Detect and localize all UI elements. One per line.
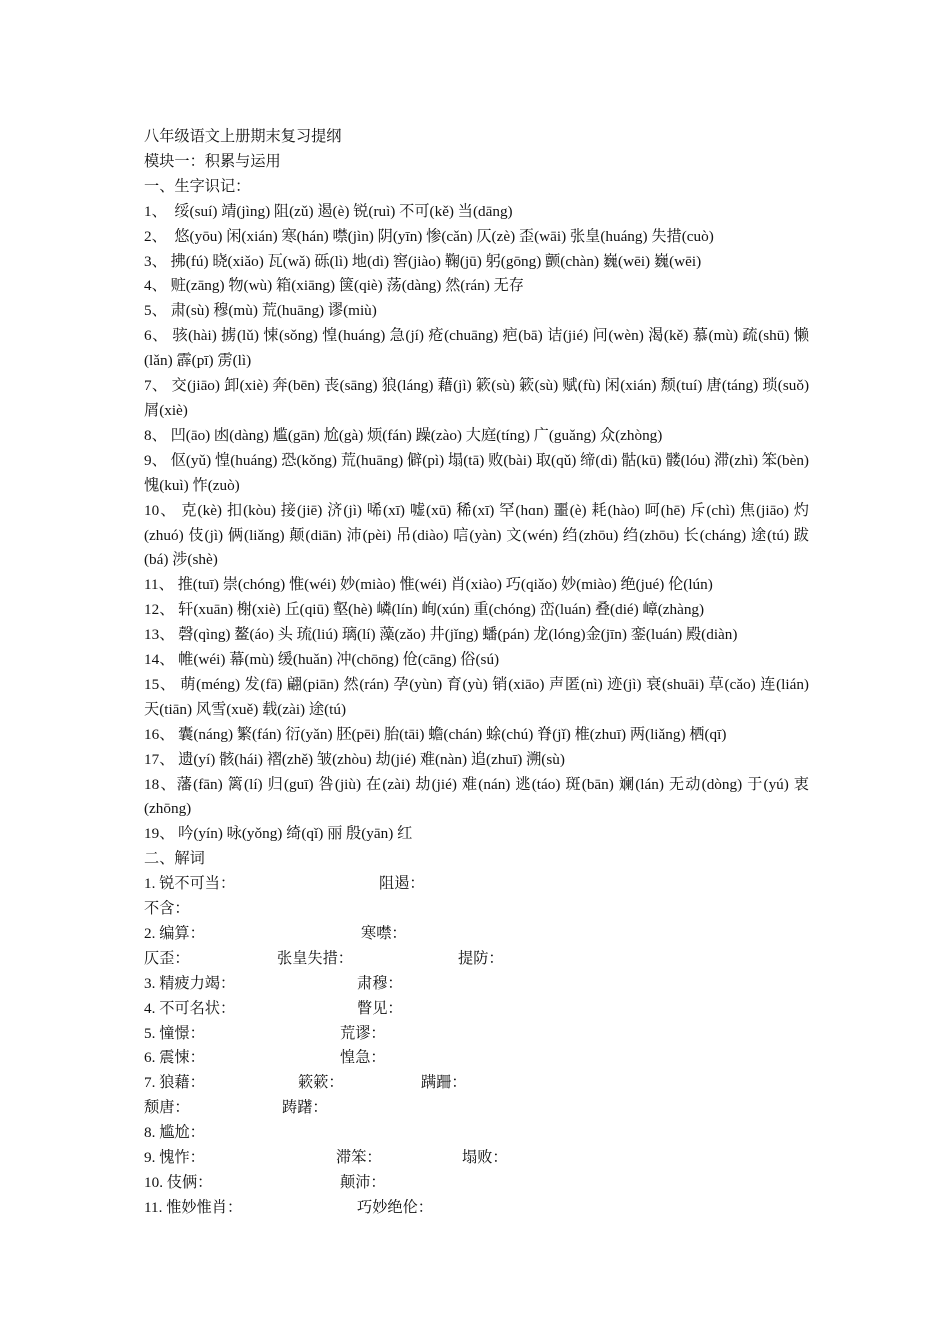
vocab-term: 滞笨：: [336, 1148, 382, 1166]
character-item: 11、 推(tuī) 崇(chóng) 惟(wéi) 妙(miào) 惟(wéi) 肖(xiào) 巧(qiǎo) 妙(miào) 绝(jué) 伦(lún): [144, 576, 713, 594]
character-item: 7、 交(jiāo) 卸(xiè) 奔(bēn) 丧(sāng) 狼(láng) 藉(jì) 簌(sù) 簌(sù) 赋(fù) 闲(xián) 颓(tuí) 唐(táng) 琐(suǒ) 屑(xiè): [144, 377, 809, 419]
vocab-row: [144, 872, 809, 897]
character-item: 5、 肃(sù) 穆(mù) 荒(huāng) 谬(miù): [144, 302, 377, 320]
vocab-term: 1. 锐不可当：: [144, 875, 236, 893]
vocab-term: 张皇失措：: [277, 949, 353, 967]
vocab-term: 9. 愧怍：: [144, 1148, 205, 1166]
document-page: [144, 125, 809, 1221]
character-item: 10、 克(kè) 扣(kòu) 接(jiē) 济(jì) 唏(xī) 嘘(xū) 稀(xī) 罕(hɑn) 噩(è) 耗(hào) 呵(hē) 斥(chì) 焦(jiāo) 灼(zhuó) 伎(jì) 俩(liǎng) 颠(diān) 沛(pèi) 吊(diào) 唁(yàn) 文(wén) 绉(zhōu) 绉(zhōu) 长(cháng) 途(tú) 跋(bá) 涉(shè): [144, 501, 809, 569]
character-item: 17、 遗(yí) 骸(hái) 褶(zhě) 皱(zhòu) 劫(jié) 难(nàn) 追(zhuī) 溯(sù): [144, 750, 565, 768]
vocab-term: 瞥见：: [357, 999, 403, 1017]
vocab-term: 不含：: [144, 900, 190, 918]
vocab-row: [144, 922, 809, 947]
character-item: 9、 伛(yǔ) 惶(huáng) 恐(kǒng) 荒(huāng) 僻(pì) 塌(tā) 败(bài) 取(qǔ) 缔(dì) 骷(kū) 髅(lóu) 滞(zhì) 笨(bèn) 愧(kuì) 怍(zuò): [144, 451, 809, 494]
vocab-row: [144, 1121, 809, 1146]
vocab-row: [144, 1196, 809, 1221]
character-item: 18、藩(fān) 篱(lí) 归(guī) 咎(jiù) 在(zài) 劫(jié) 难(nán) 逃(táo) 斑(bān) 斓(lán) 无动(dòng) 于(yú) 衷(zhōng): [144, 775, 809, 818]
vocab-row: [144, 1171, 809, 1196]
character-item: 13、 磬(qìng) 鳌(áo) 头 琉(liú) 璃(lí) 藻(zǎo) 井(jǐng) 蟠(pán) 龙(lóng)金(jīn) 銮(luán) 殿(diàn): [144, 626, 738, 644]
vocab-term: 2. 编算：: [144, 924, 205, 942]
section-heading-vocabulary: 二、解词: [144, 850, 205, 868]
character-list: [144, 200, 809, 848]
vocab-row: [144, 1071, 809, 1096]
vocab-term: 3. 精疲力竭：: [144, 974, 236, 992]
vocab-term: 颠沛：: [340, 1173, 386, 1191]
vocab-term: 提防：: [458, 949, 504, 967]
vocab-term: 颓唐：: [144, 1099, 190, 1117]
character-item: 12、 轩(xuān) 榭(xiè) 丘(qiū) 壑(hè) 嶙(lín) 峋(xún) 重(chóng) 峦(luán) 叠(dié) 嶂(zhàng): [144, 601, 705, 619]
vocab-term: 8. 尴尬：: [144, 1124, 205, 1142]
vocab-term: 簌簌：: [298, 1074, 344, 1092]
vocab-term: 6. 震悚：: [144, 1049, 205, 1067]
vocab-term: 踌躇：: [282, 1099, 328, 1117]
document-title: 八年级语文上册期末复习提纲: [144, 128, 342, 145]
vocab-term: 阻遏：: [379, 875, 425, 893]
vocab-term: 塌败：: [462, 1148, 508, 1166]
vocab-term: 寒噤：: [361, 924, 407, 942]
vocab-term: 4. 不可名状：: [144, 999, 236, 1017]
character-item: 2、 悠(yōu) 闲(xián) 寒(hán) 噤(jìn) 阴(yīn) 惨(cǎn) 仄(zè) 歪(wāi) 张皇(huáng) 失措(cuò): [144, 227, 714, 245]
character-item: 1、 绥(suí) 靖(jìng) 阻(zǔ) 遏(è) 锐(ruì) 不可(kě) 当(dāng): [144, 202, 513, 220]
vocab-row: [144, 1146, 809, 1171]
vocab-row: [144, 897, 809, 922]
vocab-term: 5. 憧憬：: [144, 1024, 205, 1042]
character-item: 3、 拂(fú) 晓(xiǎo) 瓦(wǎ) 砾(lì) 地(dì) 窖(jiào) 鞠(jū) 躬(gōng) 颤(chàn) 巍(wēi) 巍(wēi): [144, 252, 702, 270]
character-item: 15、 萌(méng) 发(fā) 翩(piān) 然(rán) 孕(yùn) 育(yù) 销(xiāo) 声匿(nì) 迹(jì) 衰(shuāi) 草(cǎo) 连(lián) 天(tiān) 风雪(xuě) 载(zài) 途(tú): [144, 675, 809, 718]
vocab-row: [144, 972, 809, 997]
vocab-term: 荒谬：: [340, 1024, 386, 1042]
vocab-term: 10. 伎俩：: [144, 1173, 213, 1191]
character-item: 19、 吟(yín) 咏(yǒng) 绮(qǐ) 丽 殷(yān) 红: [144, 825, 413, 843]
vocab-term: 巧妙绝伦：: [357, 1198, 433, 1216]
character-item: 14、 帷(wéi) 幕(mù) 缓(huǎn) 冲(chōng) 伧(cāng) 俗(sú): [144, 651, 500, 669]
vocab-row: [144, 1096, 809, 1121]
vocab-row: [144, 1022, 809, 1047]
character-item: 8、 凹(āo) 凼(dàng) 尴(gān) 尬(gà) 烦(fán) 躁(zào) 大庭(tíng) 广(guǎng) 众(zhòng): [144, 426, 663, 444]
vocab-term: 仄歪：: [144, 949, 190, 967]
vocab-row: [144, 997, 809, 1022]
character-item: 4、 赃(zāng) 物(wù) 箱(xiāng) 箧(qiè) 荡(dàng) 然(rán) 无存: [144, 277, 524, 295]
vocab-term: 惶急：: [340, 1049, 386, 1067]
vocab-term: 11. 惟妙惟肖：: [144, 1198, 243, 1216]
character-item: 6、 骇(hài) 掳(lǔ) 悚(sǒng) 惶(huáng) 急(jí) 疮(chuāng) 疤(bā) 诘(jié) 问(wèn) 渴(kě) 慕(mù) 疏(shū) 懒(lǎn) 霹(pī) 雳(lì): [144, 327, 809, 370]
module-heading: 模块一：积累与运用: [144, 152, 281, 170]
vocab-row: [144, 947, 809, 972]
vocabulary-list: [144, 872, 809, 1220]
section-heading-characters: 一、生字识记：: [144, 177, 251, 195]
vocab-row: [144, 1046, 809, 1071]
vocab-term: 蹒跚：: [421, 1074, 467, 1092]
character-item: 16、 囊(náng) 繁(fán) 衍(yǎn) 胚(pēi) 胎(tāi) 蟾(chán) 蜍(chú) 脊(jǐ) 椎(zhuī) 两(liǎng) 栖(qī): [144, 725, 727, 743]
vocab-term: 肃穆：: [357, 974, 403, 992]
vocab-term: 7. 狼藉：: [144, 1074, 205, 1092]
